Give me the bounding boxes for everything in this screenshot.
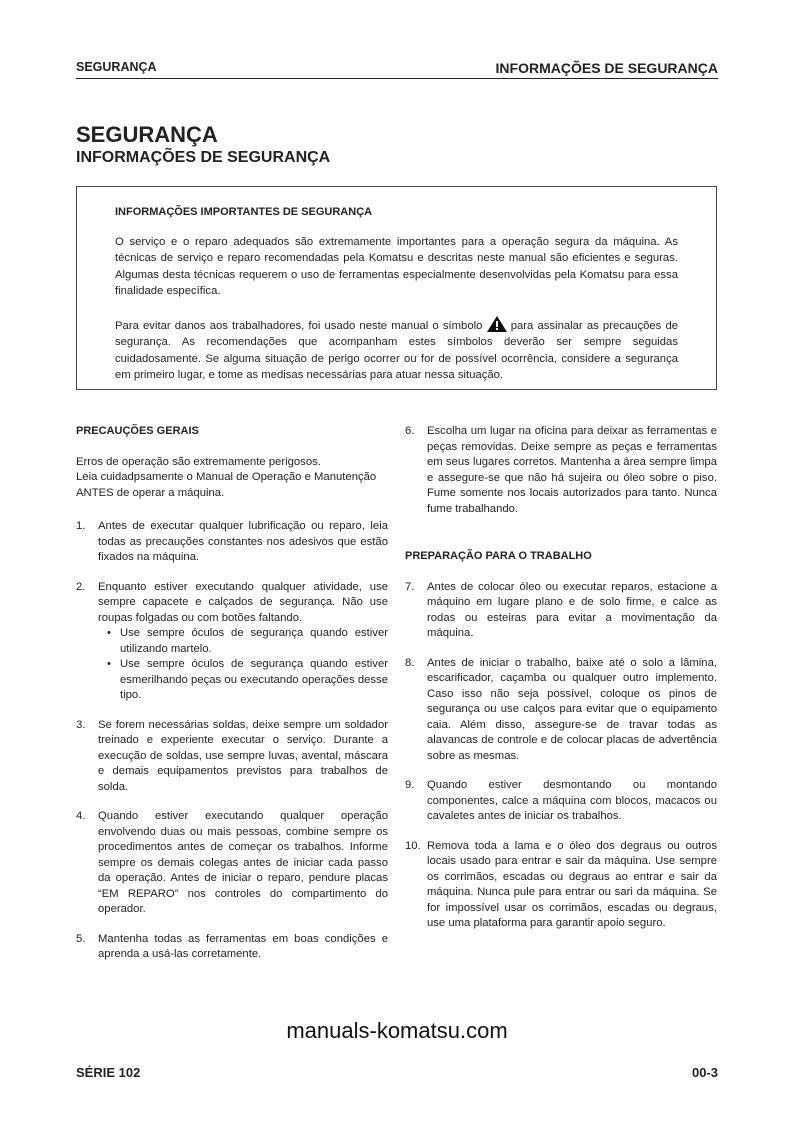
list-item: [405, 580, 717, 642]
item-text: Enquanto estiver executando qualquer atividade, use sempre capacete e calçados de segurança. Não use roupas folgadas ou com botões faltando.: [98, 580, 388, 624]
item-text: Se forem necessárias soldas, deixe sempre um soldador treinado e experiente executar o serviço. Durante a execução de soldas, use sempre luvas, avental, máscara e demais equipamentos previstos para trabalhos de solda.: [98, 718, 388, 793]
item-number: 6.: [405, 425, 415, 437]
bullet-icon: •: [107, 658, 111, 670]
item-text: Antes de colocar óleo ou executar reparos, estacione a máquino em lugare plano e de solo firme, e calce as rodas ou esteiras para evitar a movimentação da máquina.: [427, 580, 717, 639]
bullet-icon: •: [107, 627, 111, 639]
list-item: [76, 718, 388, 796]
bullet-text: Use sempre óculos de segurança quando estiver utilizando martelo.: [120, 627, 388, 655]
list-item: [76, 809, 388, 918]
page-header: [76, 60, 718, 79]
list-item: [405, 778, 717, 825]
list-item: [405, 839, 717, 932]
item-text: Antes de iniciar o trabalho, baixe até o solo a lâmina, escarificador, caçamba ou qualquer outro implemento. Caso isso não seja possível, coloque os pinos de segurança ou use calços para evitar que o equipamento caia. Além disso, assegure-se de travar todas as alavancas de controle e de colocar placas de advertência sobre as mesmas.: [427, 656, 717, 762]
item-number: 10.: [405, 839, 421, 852]
bullet-text: Use sempre óculos de segurança quando estiver esmerilhando peças ou executando operações desse tipo.: [120, 658, 388, 701]
box-paragraph-1: O serviço e o reparo adequados são extremamente importantes para a operação segura da máquina. As técnicas de serviço e reparo recomendadas pela Komatsu e descritas neste manual são eficientes e seguras. Algumas desta técnicas requerem o uso de ferramentas especialmente desenvolvidas pela Komatsu para essa finalidade específica.: [115, 235, 678, 297]
intro-text: Leia cuidadpsamente o Manual de Operação e Manutenção ANTES de operar a máquina.: [76, 471, 377, 499]
item-number: 7.: [405, 580, 415, 593]
item-text: Escolha um lugar na oficina para deixar as ferramentas e peças removidas. Deixe sempre as peças e ferramentas em seus lugares corretos. Mantenha a área sempre limpa e assegure-se que não há sujeira ou óleo sobre o piso. Fume somente nos locais autorizados para tanto. Nunca fume trabalhando.: [427, 425, 717, 515]
page-footer: [76, 1065, 718, 1080]
item-number: 2.: [76, 580, 86, 593]
page-title: SEGURANÇA: [76, 122, 218, 147]
item-number: 9.: [405, 779, 415, 791]
bullet-item: [98, 657, 388, 704]
section-heading: PRECAUÇÕES GERAIS: [76, 425, 199, 437]
left-column: [76, 424, 388, 977]
header-left: SEGURANÇA: [76, 60, 157, 74]
item-number: 5.: [76, 932, 86, 945]
list-item: [76, 519, 388, 566]
box-heading: INFORMAÇÕES IMPORTANTES DE SEGURANÇA: [115, 206, 373, 218]
item-text: Quando estiver desmontando ou montando componentes, calce a máquina com blocos, macacos ou cavaletes antes de iniciar os trabalhos.: [427, 779, 717, 822]
watermark: manuals-komatsu.com: [286, 1018, 508, 1043]
list-item: [405, 424, 717, 517]
intro-text: Erros de operação são extremamente perigosos.: [76, 455, 321, 468]
page-number: 00-3: [691, 1065, 718, 1080]
right-column: [405, 424, 717, 946]
header-right: INFORMAÇÕES DE SEGURANÇA: [495, 60, 718, 76]
bullet-item: [98, 626, 388, 657]
item-text: Remova toda a lama e o óleo dos degraus ou outros locais usado para entrar e sair da máquina. Use sempre os corrimãos, escadas ou degraus ao entrar e sair da máquina. Nunca pule para entrar ou sari da máquina. Se for impossível usar os corrimãos, escadas ou degraus, use uma plataforma para garantir apoio seguro.: [427, 839, 717, 929]
important-info-box: [76, 186, 717, 390]
box-p2-start: Para evitar danos aos trabalhadores, foi usado neste manual o símbolo: [115, 319, 483, 332]
list-item: [405, 656, 717, 765]
item-text: Antes de executar qualquer lubrificação ou reparo, leia todas as precauções constantes nos adesivos que estão fixados na máquina.: [98, 520, 388, 563]
item-number: 4.: [76, 810, 86, 822]
box-paragraph-2: [115, 316, 678, 384]
item-number: 3.: [76, 718, 86, 731]
list-item: [76, 932, 388, 963]
section-heading: PREPARAÇÃO PARA O TRABALHO: [405, 550, 592, 562]
item-number: 1.: [76, 520, 86, 532]
page-subtitle: INFORMAÇÕES DE SEGURANÇA: [76, 149, 331, 166]
item-text: Quando estiver executando qualquer operação envolvendo duas ou mais pessoas, combine sempre os procedimentos antes de começar os trabalhos. Informe sempre os demais colegas antes de iniciar cada passo da operação. Antes de iniciar o reparo, pendure placas “EM REPARO” nos controles do compartimento do operador.: [98, 810, 388, 915]
list-item: [76, 580, 388, 704]
box-p2-end: para assinalar as precauções de segurança. As recomendações que acompanham estes símbolos deverão ser sempre seguidas cuidadosamente. Se alguma situação de perigo ocorrer ou for de possível ocorrência, considere a segurança em primeiro lugar, e tome as medisas necessárias para atuar nessa situação.: [115, 319, 679, 381]
item-number: 8.: [405, 656, 415, 669]
series-label: SÉRIE 102: [76, 1065, 141, 1080]
warning-icon: [487, 316, 507, 332]
item-text: Mantenha todas as ferramentas em boas condições e aprenda a usá-las corretamente.: [98, 932, 388, 960]
